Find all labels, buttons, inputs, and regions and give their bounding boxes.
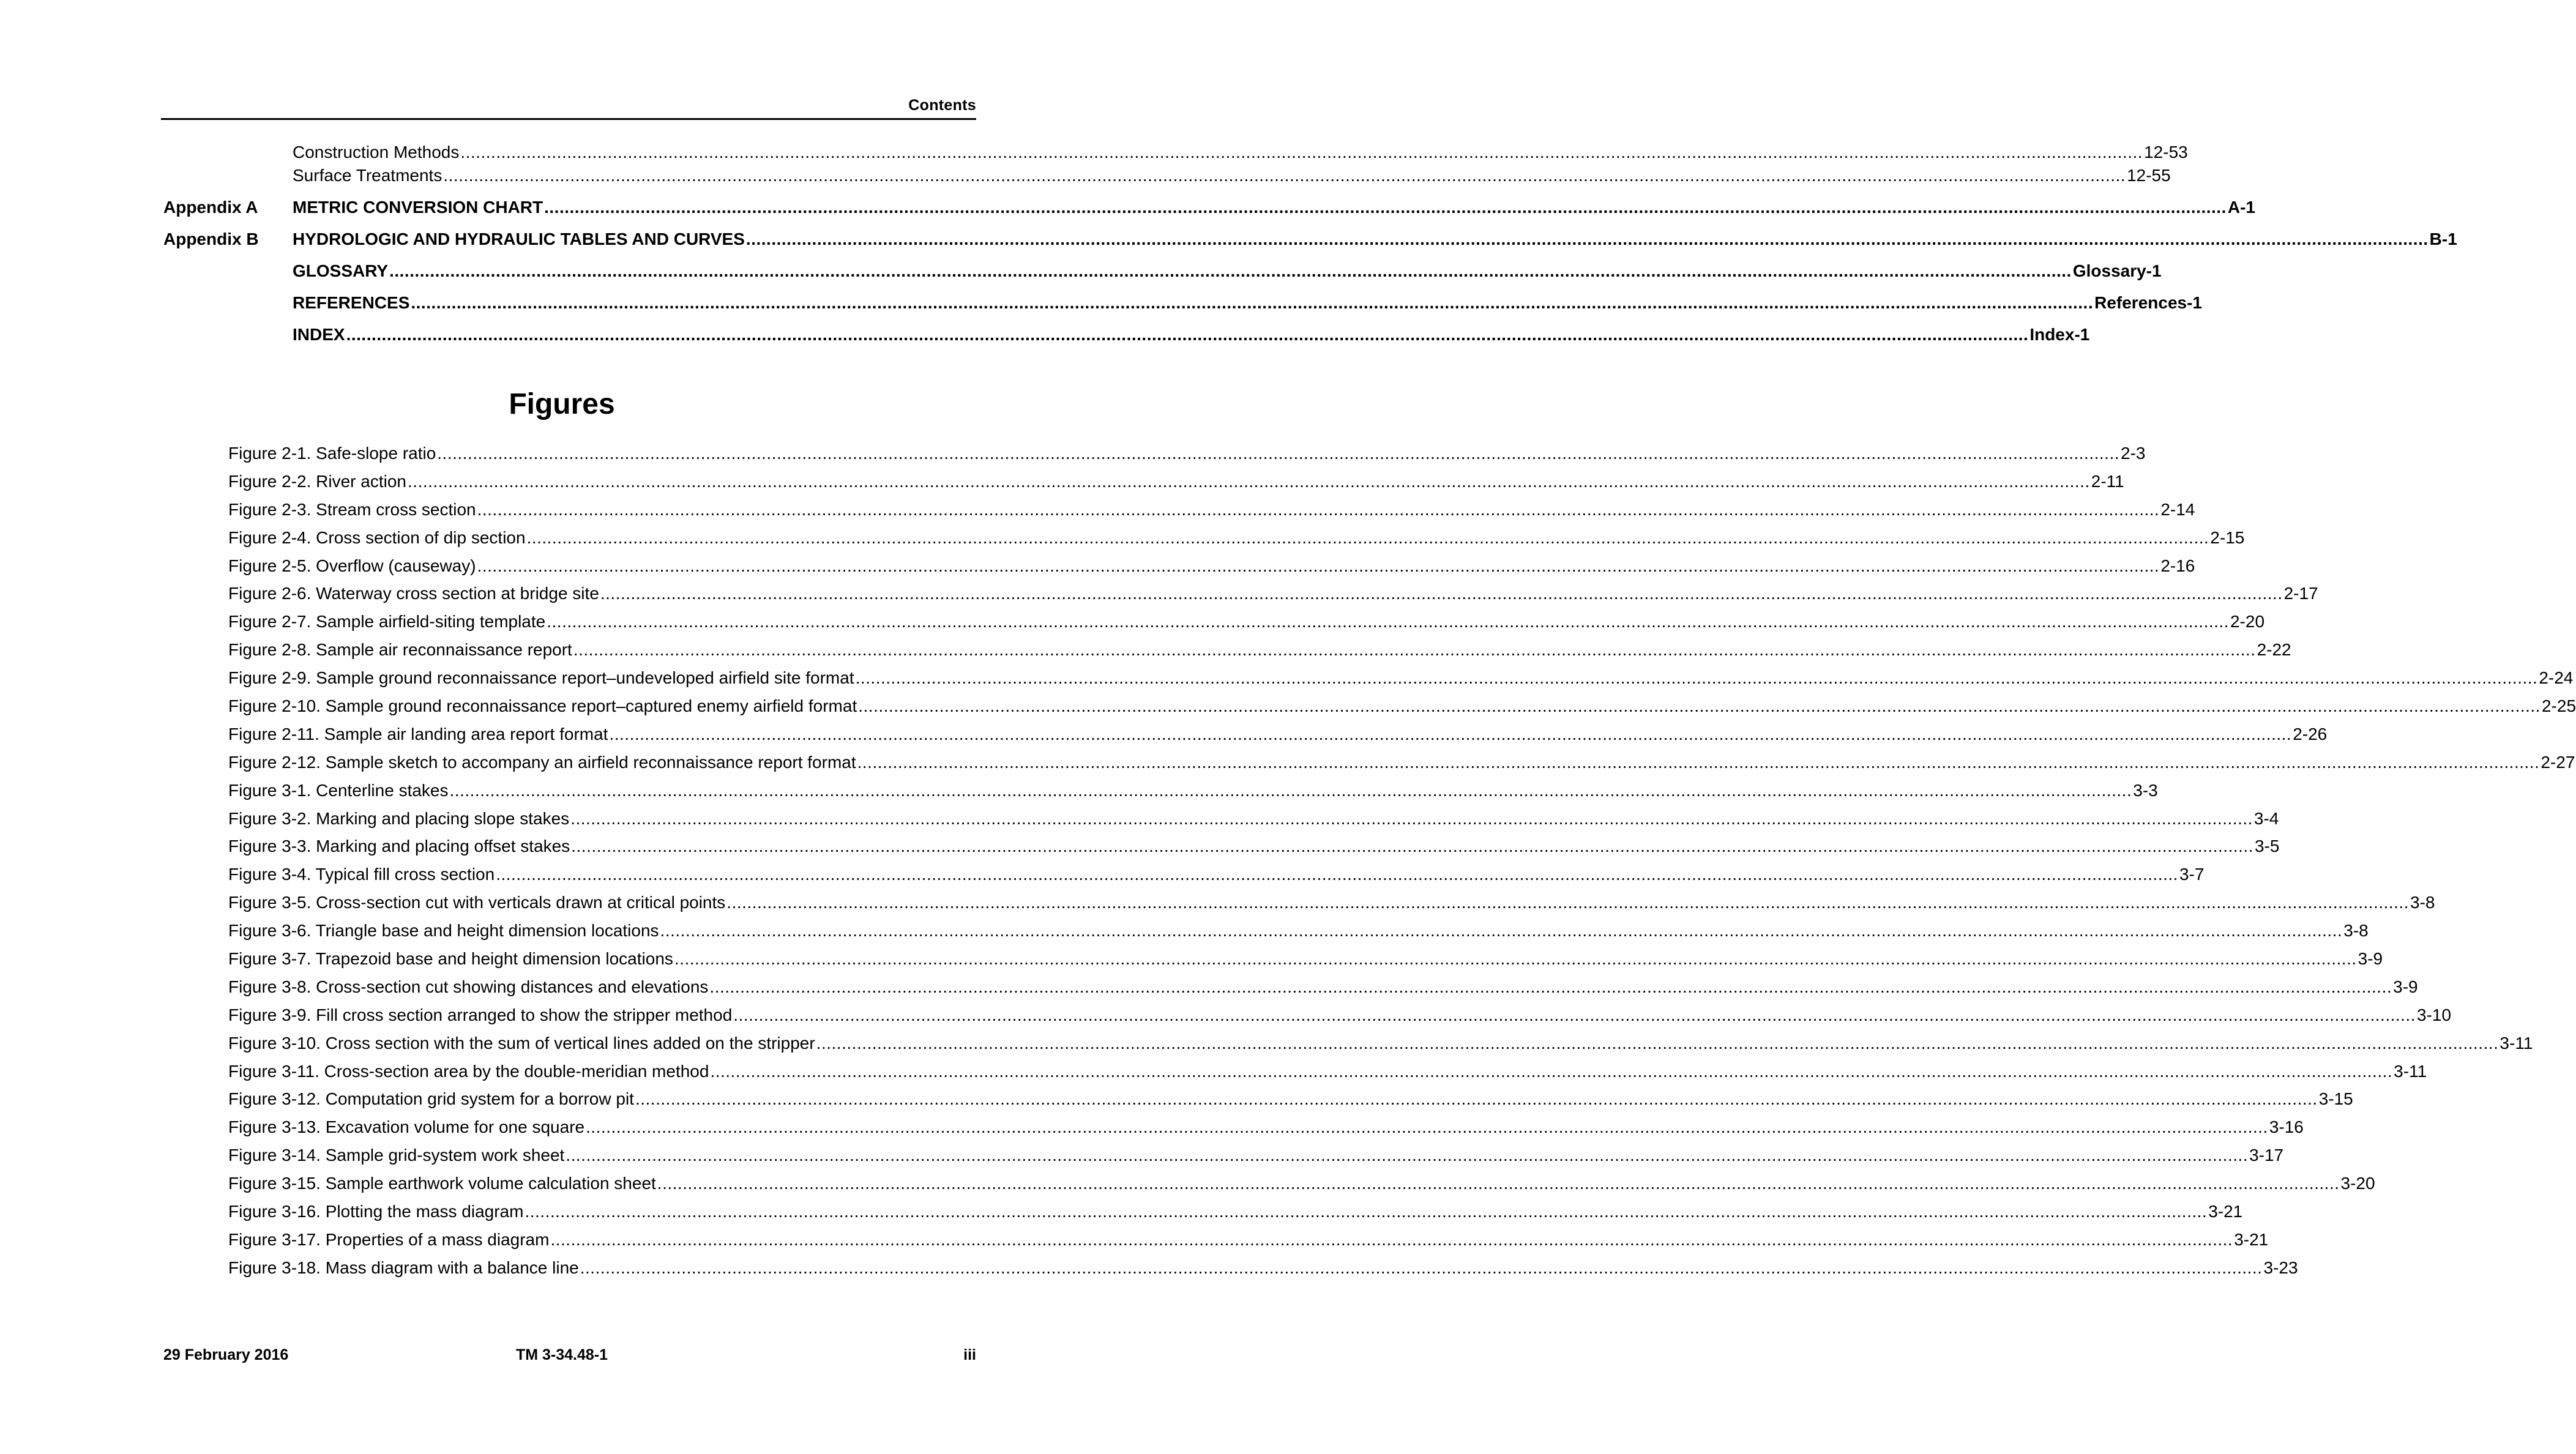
dot-leader <box>586 1116 2268 1138</box>
toc-page-number: Glossary-1 <box>2072 261 2162 280</box>
figure-title: Figure 3-12. Computation grid system for a borrow pit <box>228 1089 634 1109</box>
figure-list-item[interactable] <box>228 1257 2298 1285</box>
figure-title: Figure 2-6. Waterway cross section at bridge site <box>228 584 599 603</box>
toc-title: INDEX <box>293 325 345 344</box>
figure-list-item[interactable] <box>228 1116 2304 1144</box>
dot-leader <box>460 141 2143 164</box>
figure-title: Figure 3-15. Sample earthwork volume calculation sheet <box>228 1174 656 1193</box>
figure-page-number: 3-8 <box>2410 893 2435 912</box>
figure-list-item[interactable] <box>228 1004 2452 1032</box>
figure-page-number: 2-3 <box>2121 444 2146 463</box>
dot-leader <box>580 1257 2263 1279</box>
dot-leader <box>660 920 2343 942</box>
figure-page-number: 2-11 <box>2091 471 2124 491</box>
dot-leader <box>525 1201 2207 1223</box>
toc-title: GLOSSARY <box>293 261 389 280</box>
dot-leader <box>573 639 2256 661</box>
figures-list <box>228 442 2576 1285</box>
figure-list-item[interactable] <box>228 751 2575 780</box>
dot-leader <box>635 1088 2318 1110</box>
figure-title: Figure 3-1. Centerline stakes <box>228 780 449 800</box>
figure-title: Figure 2-5. Overflow (causeway) <box>228 556 476 575</box>
figure-page-number: 3-20 <box>2340 1174 2375 1193</box>
figures-heading: Figures <box>509 388 615 420</box>
figure-title: Figure 2-10. Sample ground reconnaissance report–captured enemy airfield format <box>228 696 857 716</box>
dot-leader <box>389 259 2072 283</box>
toc-row[interactable] <box>163 228 2457 251</box>
footer-doc-id: TM 3-34.48-1 <box>515 1346 608 1363</box>
figure-list-item[interactable] <box>228 723 2328 751</box>
figure-list-item[interactable] <box>228 892 2435 920</box>
figure-list-item[interactable] <box>228 1144 2284 1173</box>
footer-date: 29 February 2016 <box>163 1346 289 1363</box>
figure-page-number: 3-21 <box>2234 1229 2269 1249</box>
figure-page-number: 3-23 <box>2263 1258 2298 1277</box>
figure-page-number: 2-20 <box>2230 612 2265 632</box>
toc-page-number: B-1 <box>2429 229 2457 248</box>
toc-appendix-label: Appendix A <box>163 198 258 217</box>
figure-list-item[interactable] <box>228 863 2205 892</box>
toc-entry <box>293 164 2171 187</box>
figure-page-number: 3-11 <box>2394 1061 2427 1081</box>
toc-page-number: 12-53 <box>2144 143 2188 162</box>
figure-list-item[interactable] <box>228 780 2158 808</box>
figure-page-number: 2-17 <box>2283 584 2318 603</box>
toc-page-number: References-1 <box>2094 293 2202 312</box>
figure-title: Figure 3-13. Excavation volume for one square <box>228 1117 585 1137</box>
figure-list-item[interactable] <box>228 808 2279 836</box>
figure-title: Figure 2-1. Safe-slope ratio <box>228 444 436 463</box>
figure-title: Figure 2-7. Sample airfield-siting template <box>228 612 546 632</box>
figure-list-item[interactable] <box>228 611 2265 639</box>
figure-title: Figure 2-3. Stream cross section <box>228 499 476 519</box>
figure-page-number: 3-11 <box>2499 1033 2533 1053</box>
dot-leader <box>477 499 2160 521</box>
footer-page-number: iii <box>963 1346 976 1363</box>
dot-leader <box>657 1173 2340 1195</box>
dot-leader <box>496 863 2178 885</box>
dot-leader <box>746 228 2429 251</box>
toc-title: Surface Treatments <box>293 166 442 185</box>
dot-leader <box>437 442 2119 464</box>
figure-page-number: 2-16 <box>2160 556 2195 575</box>
dot-leader <box>550 1229 2233 1251</box>
dot-leader <box>527 527 2209 549</box>
figure-list-item[interactable] <box>228 695 2576 723</box>
dot-leader <box>443 164 2126 187</box>
toc-row[interactable] <box>163 323 2090 346</box>
figure-page-number: 2-24 <box>2539 668 2574 688</box>
figure-list-item[interactable] <box>228 499 2195 527</box>
toc-row[interactable] <box>163 196 2255 219</box>
toc-entry <box>293 196 2255 219</box>
toc-entry <box>293 228 2457 251</box>
figure-title: Figure 3-4. Typical fill cross section <box>228 865 495 884</box>
toc-page-number: 12-55 <box>2127 166 2171 185</box>
dot-leader <box>477 555 2160 577</box>
dot-leader <box>726 892 2409 914</box>
figure-page-number: 2-22 <box>2257 640 2291 660</box>
toc-entry <box>293 141 2188 164</box>
toc-page-number: A-1 <box>2227 198 2255 217</box>
dot-leader <box>709 976 2392 998</box>
figure-list-item[interactable] <box>228 835 2280 863</box>
toc-row[interactable] <box>163 291 2202 315</box>
figure-list-item[interactable] <box>228 639 2291 667</box>
figure-page-number: 3-10 <box>2417 1005 2452 1024</box>
figure-page-number: 3-8 <box>2343 921 2369 941</box>
figure-list-item[interactable] <box>228 1173 2375 1201</box>
figure-page-number: 3-17 <box>2249 1146 2284 1165</box>
figure-page-number: 3-9 <box>2358 949 2383 969</box>
dot-leader <box>411 291 2093 315</box>
toc-entries <box>163 141 2457 346</box>
figure-page-number: 2-26 <box>2293 724 2328 744</box>
figure-title: Figure 3-14. Sample grid-system work sheet <box>228 1146 565 1165</box>
figure-list-item[interactable] <box>228 583 2318 611</box>
figure-page-number: 2-15 <box>2210 528 2245 547</box>
figure-title: Figure 2-2. River action <box>228 471 407 491</box>
figure-title: Figure 2-4. Cross section of dip section <box>228 528 526 547</box>
figure-list-item[interactable] <box>228 527 2245 555</box>
toc-title: Construction Methods <box>293 143 460 162</box>
figure-list-item[interactable] <box>228 1032 2533 1061</box>
toc-entry <box>293 259 2162 283</box>
figure-title: Figure 3-9. Fill cross section arranged to show the stripper method <box>228 1005 733 1024</box>
figure-page-number: 3-3 <box>2133 780 2158 800</box>
figure-list-item[interactable] <box>228 1229 2269 1257</box>
toc-title: METRIC CONVERSION CHART <box>293 198 543 217</box>
figure-page-number: 3-15 <box>2318 1089 2353 1109</box>
figure-list-item[interactable] <box>228 555 2195 583</box>
dot-leader <box>408 471 2090 493</box>
figure-page-number: 2-25 <box>2541 696 2576 716</box>
figure-page-number: 3-4 <box>2253 808 2279 828</box>
dot-leader <box>858 695 2541 717</box>
dot-leader <box>346 323 2029 346</box>
dot-leader <box>600 583 2283 605</box>
header-rule <box>161 118 976 120</box>
figure-page-number: 3-5 <box>2254 837 2280 856</box>
figure-title: Figure 3-5. Cross-section cut with verticals drawn at critical points <box>228 893 726 912</box>
figure-title: Figure 3-2. Marking and placing slope stakes <box>228 808 570 828</box>
figure-list-item[interactable] <box>228 948 2383 976</box>
toc-row[interactable] <box>163 164 2171 187</box>
toc-title: REFERENCES <box>293 293 410 312</box>
figure-title: Figure 3-17. Properties of a mass diagram <box>228 1229 550 1249</box>
figure-list-item[interactable] <box>228 442 2146 471</box>
dot-leader <box>570 808 2253 830</box>
figure-title: Figure 2-12. Sample sketch to accompany an airfield reconnaissance report format <box>228 752 856 772</box>
dot-leader <box>733 1004 2416 1026</box>
dot-leader <box>609 723 2291 745</box>
toc-appendix-label: Appendix B <box>163 229 259 248</box>
figure-title: Figure 2-11. Sample air landing area report format <box>228 724 608 744</box>
dot-leader <box>571 835 2253 857</box>
figure-title: Figure 3-7. Trapezoid base and height dimension locations <box>228 949 673 969</box>
toc-page-number: Index-1 <box>2029 325 2090 344</box>
dot-leader <box>710 1061 2392 1083</box>
toc-row[interactable] <box>163 141 2188 164</box>
toc-entry <box>293 323 2089 346</box>
figure-title: Figure 3-18. Mass diagram with a balance line <box>228 1258 579 1277</box>
figure-page-number: 2-14 <box>2160 499 2195 519</box>
figure-page-number: 3-9 <box>2393 977 2418 996</box>
figure-page-number: 2-27 <box>2541 752 2575 772</box>
dot-leader <box>450 780 2132 802</box>
dot-leader <box>856 667 2538 689</box>
figure-title: Figure 3-11. Cross-section area by the double-meridian method <box>228 1061 709 1081</box>
dot-leader <box>816 1032 2499 1054</box>
figure-title: Figure 3-8. Cross-section cut showing distances and elevations <box>228 977 709 996</box>
dot-leader <box>566 1144 2248 1166</box>
dot-leader <box>674 948 2357 970</box>
dot-leader <box>547 611 2229 633</box>
figure-title: Figure 3-6. Triangle base and height dimension locations <box>228 921 659 941</box>
figure-list-item[interactable] <box>228 1088 2353 1116</box>
figure-list-item[interactable] <box>228 1061 2427 1089</box>
figure-list-item[interactable] <box>228 471 2124 499</box>
figure-page-number: 3-16 <box>2269 1117 2304 1137</box>
dot-leader <box>544 196 2227 219</box>
figure-page-number: 3-21 <box>2208 1202 2243 1221</box>
toc-entry <box>293 291 2202 315</box>
running-header: Contents <box>908 97 976 114</box>
toc-title: HYDROLOGIC AND HYDRAULIC TABLES AND CURVES <box>293 229 745 248</box>
figure-title: Figure 2-8. Sample air reconnaissance report <box>228 640 572 660</box>
dot-leader <box>857 751 2540 774</box>
toc-row[interactable] <box>163 259 2162 283</box>
figure-list-item[interactable] <box>228 667 2574 695</box>
figure-title: Figure 2-9. Sample ground reconnaissance report–undeveloped airfield site format <box>228 668 854 688</box>
figure-page-number: 3-7 <box>2179 865 2205 884</box>
figure-title: Figure 3-3. Marking and placing offset stakes <box>228 837 570 856</box>
figure-title: Figure 3-16. Plotting the mass diagram <box>228 1202 524 1221</box>
figure-list-item[interactable] <box>228 976 2418 1004</box>
figure-title: Figure 3-10. Cross section with the sum of vertical lines added on the stripper <box>228 1033 815 1053</box>
figure-list-item[interactable] <box>228 920 2369 948</box>
figure-list-item[interactable] <box>228 1201 2243 1229</box>
